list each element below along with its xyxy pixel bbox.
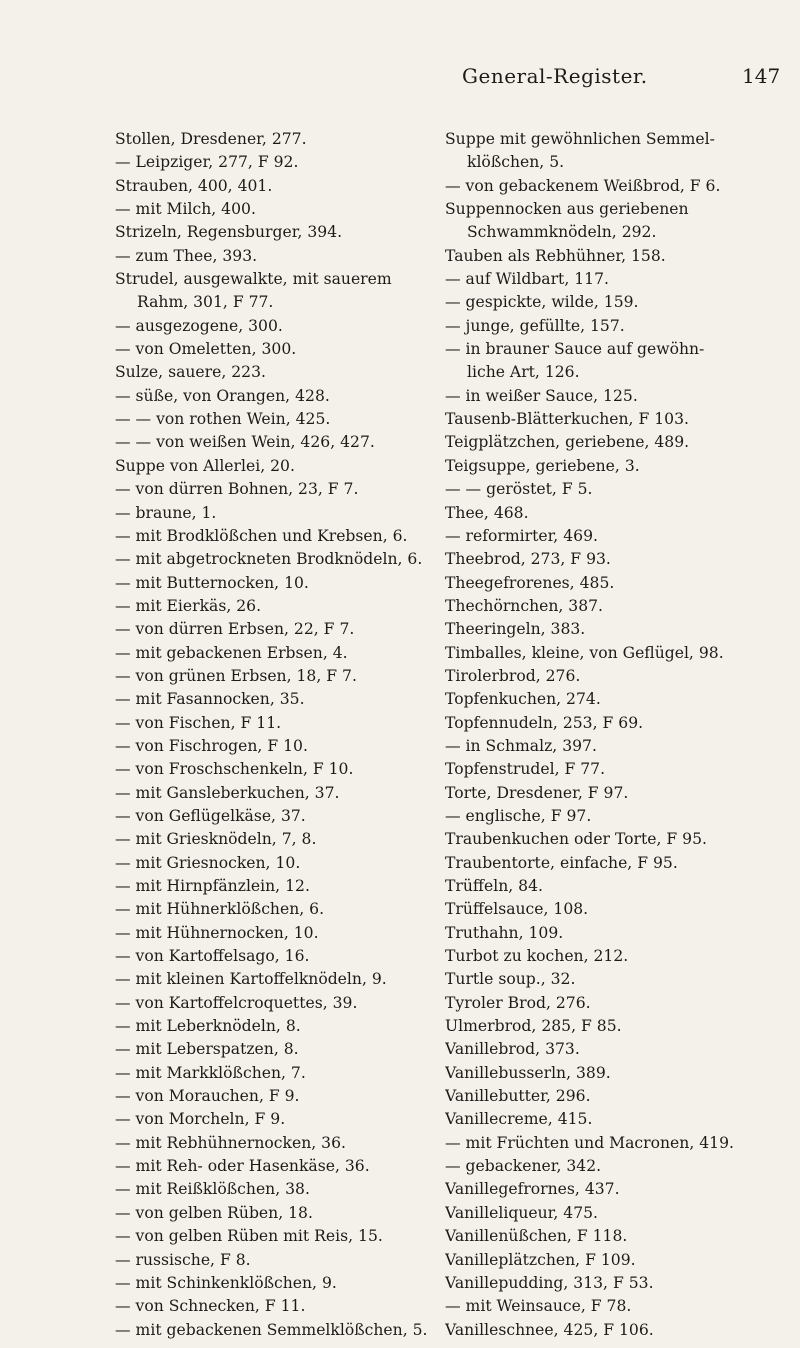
index-entry: Teigsuppe, geriebene, 3. xyxy=(445,456,640,475)
index-entry: — von Morcheln, F 9. xyxy=(115,1110,286,1129)
index-entry: — mit Weinsauce, F 78. xyxy=(445,1297,632,1316)
index-entry: — mit Milch, 400. xyxy=(115,200,256,219)
index-entry: — mit Leberknödeln, 8. xyxy=(115,1017,301,1036)
index-entry: Vanilleplätzchen, F 109. xyxy=(445,1250,636,1269)
index-entry: Turtle soup., 32. xyxy=(445,970,576,989)
index-entry: — von gelben Rüben, 18. xyxy=(115,1203,313,1222)
index-entry: — braune, 1. xyxy=(115,503,217,522)
index-entry: — von Kartoffelcroquettes, 39. xyxy=(115,993,358,1012)
index-entry: — von Schnecken, F 11. xyxy=(115,1297,306,1316)
index-entry: — von Geflügelkäse, 37. xyxy=(115,806,306,825)
index-entry: — in brauner Sauce auf gewöhn- xyxy=(445,340,705,359)
index-entry: Traubenkuchen oder Torte, F 95. xyxy=(445,830,707,849)
index-entry: — mit gebackenen Semmelklößchen, 5. xyxy=(115,1320,428,1339)
index-entry: — mit Griesknödeln, 7, 8. xyxy=(115,830,317,849)
index-entry: — zum Thee, 393. xyxy=(115,246,258,265)
index-entry: — in weißer Sauce, 125. xyxy=(445,386,638,405)
index-entry: — russische, F 8. xyxy=(115,1250,251,1269)
index-entry: Rahm, 301, F 77. xyxy=(137,293,274,312)
index-entry: Suppe von Allerlei, 20. xyxy=(115,456,295,475)
index-entry: Topfenkuchen, 274. xyxy=(445,690,601,709)
index-entry: Topfenstrudel, F 77. xyxy=(445,760,606,779)
index-entry: — von Omeletten, 300. xyxy=(115,340,297,359)
index-entry: — ausgezogene, 300. xyxy=(115,316,283,335)
index-entry: — mit Früchten und Macronen, 419. xyxy=(445,1133,734,1152)
index-column-right xyxy=(445,128,780,1342)
index-entry: — von gebackenem Weißbrod, F 6. xyxy=(445,176,721,195)
index-entry: Torte, Dresdener, F 97. xyxy=(445,783,629,802)
index-entry: Strauben, 400, 401. xyxy=(115,176,273,195)
index-entry: Vanillebusserln, 389. xyxy=(445,1063,611,1082)
index-entry: — — von rothen Wein, 425. xyxy=(115,410,331,429)
index-entry: Tausenb-Blätterkuchen, F 103. xyxy=(445,410,689,429)
index-entry: — von Kartoffelsago, 16. xyxy=(115,947,310,966)
index-entry: Tauben als Rebhühner, 158. xyxy=(445,246,666,265)
index-entry: — Leipziger, 277, F 92. xyxy=(115,153,299,172)
index-entry: Suppennocken aus geriebenen xyxy=(445,200,689,219)
index-entry: — von Morauchen, F 9. xyxy=(115,1087,300,1106)
index-entry: Strizeln, Regensburger, 394. xyxy=(115,223,343,242)
index-entry: Tirolerbrod, 276. xyxy=(445,666,581,685)
index-entry: Vanillebrod, 373. xyxy=(445,1040,580,1059)
index-entry: Truthahn, 109. xyxy=(445,923,564,942)
page-header xyxy=(0,58,800,98)
index-entry: — von Fischen, F 11. xyxy=(115,713,282,732)
index-entry: — mit Hühnernocken, 10. xyxy=(115,923,319,942)
index-entry: — mit Fasannocken, 35. xyxy=(115,690,305,709)
index-entry: — von Fischrogen, F 10. xyxy=(115,736,308,755)
index-entry: — mit abgetrockneten Brodknödeln, 6. xyxy=(115,550,423,569)
index-entry: Vanilleliqueur, 475. xyxy=(445,1203,599,1222)
index-entry: — in Schmalz, 397. xyxy=(445,736,597,755)
index-entry: Sulze, sauere, 223. xyxy=(115,363,266,382)
index-entry: — gespickte, wilde, 159. xyxy=(445,293,639,312)
index-entry: — mit Eierkäs, 26. xyxy=(115,596,262,615)
index-entry: — mit Butternocken, 10. xyxy=(115,573,309,592)
index-entry: Strudel, ausgewalkte, mit sauerem xyxy=(115,270,392,289)
index-entry: Theebrod, 273, F 93. xyxy=(445,550,611,569)
index-entry: Traubentorte, einfache, F 95. xyxy=(445,853,678,872)
index-entry: Vanillecreme, 415. xyxy=(445,1110,593,1129)
index-entry: — mit gebackenen Erbsen, 4. xyxy=(115,643,348,662)
index-entry: Suppe mit gewöhnlichen Semmel- xyxy=(445,130,715,148)
index-entry: — mit kleinen Kartoffelknödeln, 9. xyxy=(115,970,387,989)
index-entry: Thechörnchen, 387. xyxy=(445,596,604,615)
index-entry: — mit Rebhühnernocken, 36. xyxy=(115,1133,346,1152)
index-entry: — süße, von Orangen, 428. xyxy=(115,386,330,405)
index-entry: Stollen, Dresdener, 277. xyxy=(115,130,307,148)
index-column-left xyxy=(115,128,445,1342)
index-entry: — mit Gansleberkuchen, 37. xyxy=(115,783,340,802)
index-entry: — gebackener, 342. xyxy=(445,1157,602,1176)
index-entry: klößchen, 5. xyxy=(467,153,565,172)
index-entry: — englische, F 97. xyxy=(445,806,592,825)
index-entry: — von dürren Bohnen, 23, F 7. xyxy=(115,480,359,499)
index-entry: — — von weißen Wein, 426, 427. xyxy=(115,433,375,452)
index-entry: — von grünen Erbsen, 18, F 7. xyxy=(115,666,357,685)
index-entry: Timballes, kleine, von Geflügel, 98. xyxy=(445,643,724,662)
index-entry: — von dürren Erbsen, 22, F 7. xyxy=(115,620,355,639)
index-entry: Vanillepudding, 313, F 53. xyxy=(445,1273,654,1292)
index-entry: — mit Schinkenklößchen, 9. xyxy=(115,1273,337,1292)
index-entry: — mit Griesnocken, 10. xyxy=(115,853,301,872)
index-entry: — mit Reh- oder Hasenkäse, 36. xyxy=(115,1157,370,1176)
index-entry: Schwammknödeln, 292. xyxy=(467,223,657,242)
index-entry: — mit Leberspatzen, 8. xyxy=(115,1040,299,1059)
index-entry: Topfennudeln, 253, F 69. xyxy=(445,713,644,732)
index-entry: Ulmerbrod, 285, F 85. xyxy=(445,1017,622,1036)
index-entry: — mit Hirnpfänzlein, 12. xyxy=(115,877,310,895)
index-entry: — mit Reißklößchen, 38. xyxy=(115,1180,310,1199)
index-entry: — junge, gefüllte, 157. xyxy=(445,316,625,335)
index-entry: — — geröstet, F 5. xyxy=(445,480,593,499)
index-entry: — mit Hühnerklößchen, 6. xyxy=(115,900,325,919)
index-entry: Vanillegefrornes, 437. xyxy=(445,1180,620,1199)
running-title: General-Register. xyxy=(462,64,648,88)
index-entry: Teigplätzchen, geriebene, 489. xyxy=(445,433,690,452)
index-entry: — reformirter, 469. xyxy=(445,526,598,545)
index-entry: — mit Brodklößchen und Krebsen, 6. xyxy=(115,526,408,545)
index-entry: — von Froschschenkeln, F 10. xyxy=(115,760,354,779)
index-entry: Thee, 468. xyxy=(445,503,529,522)
index-entry: — von gelben Rüben mit Reis, 15. xyxy=(115,1227,383,1246)
index-entry: Theeringeln, 383. xyxy=(445,620,586,639)
index-entry: Theegefrorenes, 485. xyxy=(445,573,615,592)
index-entry: Turbot zu kochen, 212. xyxy=(445,947,629,966)
index-entry: Vanillenüßchen, F 118. xyxy=(445,1227,628,1246)
index-entry: — mit Markklößchen, 7. xyxy=(115,1063,306,1082)
index-entry: Vanilleschnee, 425, F 106. xyxy=(445,1320,654,1339)
page-number: 147 xyxy=(742,64,781,88)
index-entry: Tyroler Brod, 276. xyxy=(445,993,591,1012)
index-entry: liche Art, 126. xyxy=(467,363,580,382)
index-entry: Trüffelsauce, 108. xyxy=(445,900,589,919)
index-entry: Trüffeln, 84. xyxy=(445,877,543,895)
index-entry: Vanillebutter, 296. xyxy=(445,1087,591,1106)
index-entry: — auf Wildbart, 117. xyxy=(445,270,609,289)
